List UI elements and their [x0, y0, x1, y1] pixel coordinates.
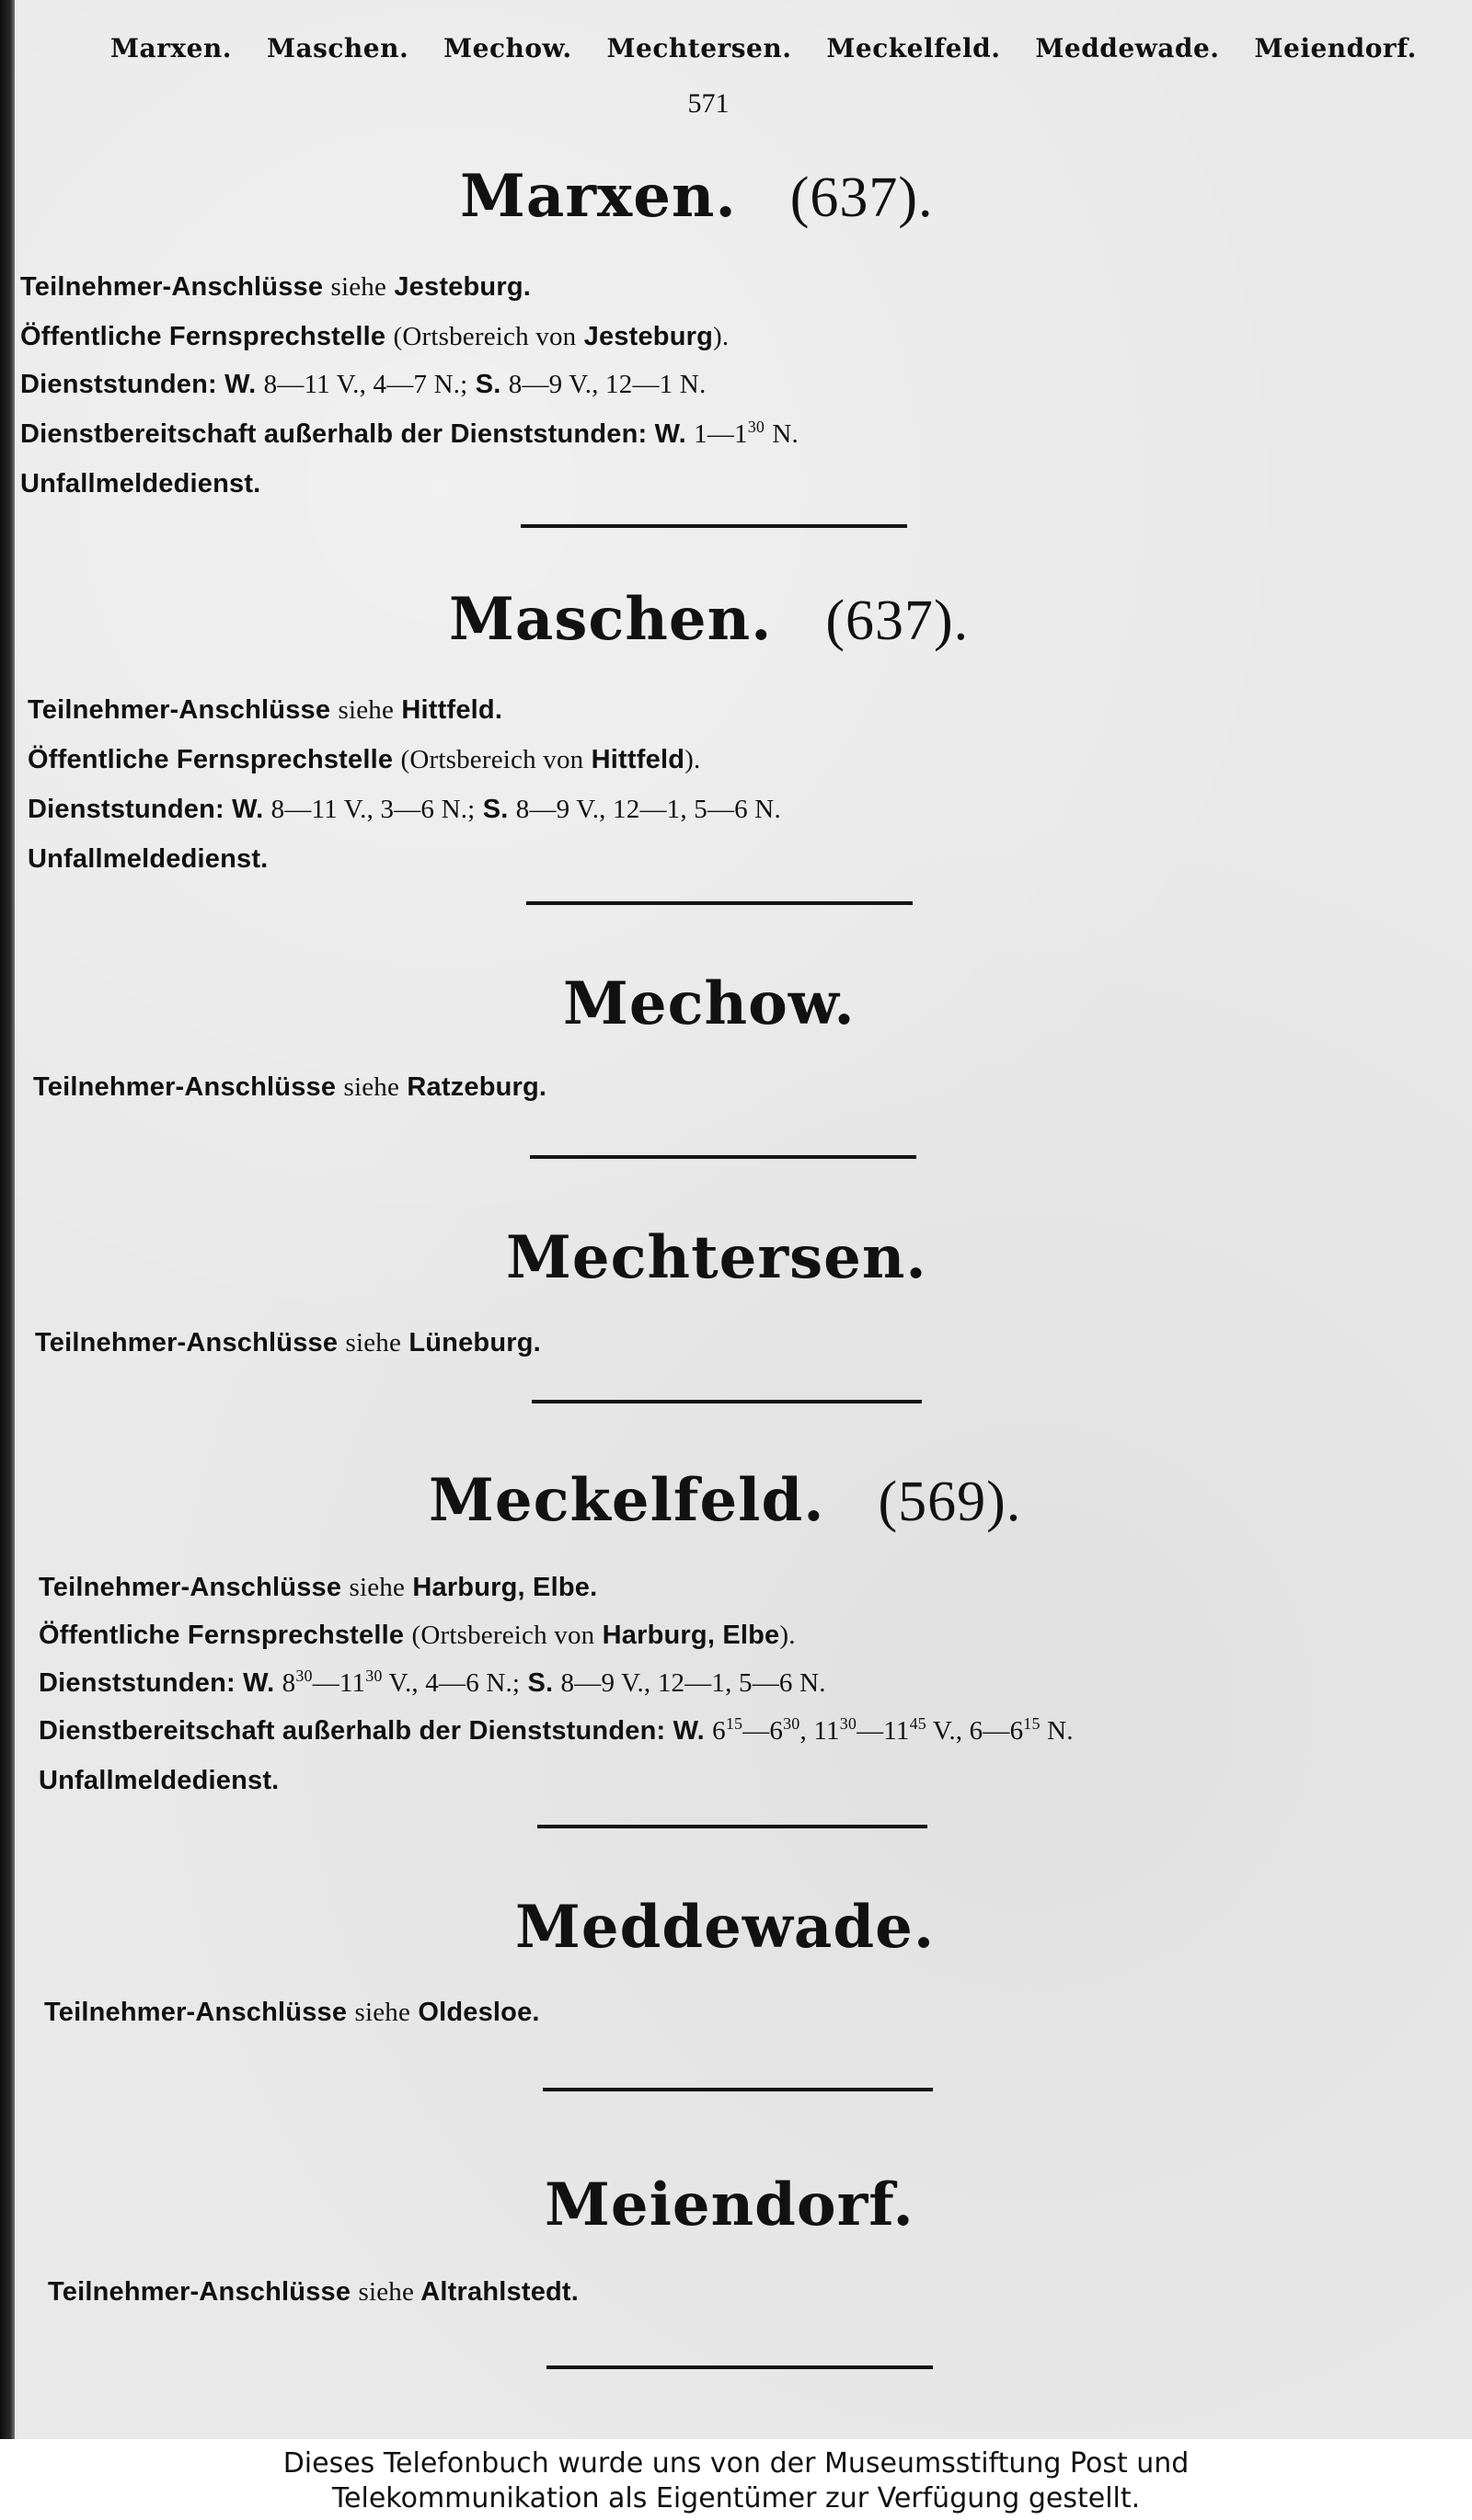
line-label: Öffentliche Fernsprechstelle	[28, 745, 394, 774]
place-name: Meddewade.	[515, 1893, 936, 1962]
weekday-marker: W.	[673, 1716, 705, 1746]
minutes-superscript: 15	[725, 1714, 743, 1734]
entry-heading-meckelfeld	[429, 1466, 1021, 1535]
place-name: Meiendorf.	[545, 2171, 914, 2239]
section-divider	[546, 2365, 933, 2369]
section-divider	[537, 1825, 927, 1828]
minutes-superscript: 30	[839, 1714, 857, 1734]
line-label: Teilnehmer-Anschlüsse	[35, 1328, 339, 1357]
entry-line	[28, 844, 268, 875]
entry-line	[20, 469, 260, 499]
line-connector: (Ortsbereich von	[411, 1621, 595, 1650]
entry-heading-maschen	[449, 585, 969, 654]
hours	[282, 1668, 521, 1698]
line-connector: siehe	[345, 1328, 402, 1357]
running-head-item: Meckelfeld.	[826, 33, 1001, 63]
footer-line-2: Telekommunikation als Eigentümer zur Verfügung gestellt.	[331, 2482, 1141, 2514]
line-reference: Oldesloe.	[418, 1998, 540, 2027]
line-label: Dienststunden:	[20, 370, 217, 399]
line-label: Dienstbereitschaft außerhalb der Dienststunden:	[20, 419, 648, 449]
weekday-marker: W.	[224, 370, 257, 399]
hours: 8—11 V., 3—6 N.;	[270, 795, 476, 824]
hours	[712, 1716, 1074, 1746]
page-spine-shadow	[0, 0, 15, 2439]
footer-caption	[0, 2439, 1472, 2520]
hours: 8—11 V., 4—7 N.;	[263, 370, 468, 399]
entry-line	[33, 1072, 546, 1103]
hours-part: 8	[282, 1668, 296, 1698]
line-connector: siehe	[338, 695, 395, 725]
entry-line	[20, 419, 799, 450]
running-head-item: Maschen.	[266, 33, 409, 63]
place-name: Meckelfeld.	[429, 1466, 825, 1535]
weekday-marker: W.	[243, 1668, 275, 1698]
entry-line	[39, 1668, 826, 1699]
line-connector: (Ortsbereich von	[393, 322, 577, 351]
entry-line	[20, 272, 531, 303]
entry-line	[20, 322, 729, 352]
running-head	[110, 33, 1417, 63]
line-label: Öffentliche Fernsprechstelle	[39, 1621, 405, 1650]
entry-line	[35, 1328, 541, 1358]
line-reference: Harburg, Elbe	[602, 1621, 780, 1650]
page-number: 571	[687, 88, 730, 119]
entry-line	[20, 370, 706, 400]
entry-line	[44, 1998, 540, 2028]
hours-part: , 11	[799, 1716, 840, 1746]
hours	[694, 419, 765, 449]
minutes-superscript: 30	[783, 1714, 800, 1734]
line-label: Dienststunden:	[28, 795, 224, 824]
entry-heading-meddewade	[515, 1893, 935, 1962]
section-divider	[530, 1155, 916, 1159]
hours: 8—9 V., 12—1 N.	[508, 370, 707, 399]
line-label: Öffentliche Fernsprechstelle	[20, 322, 386, 351]
entry-line	[39, 1716, 1074, 1747]
line-label: Teilnehmer-Anschlüsse	[28, 695, 331, 725]
running-head-item: Meiendorf.	[1254, 33, 1417, 63]
line-punctuation: ).	[779, 1621, 796, 1650]
hours-part: V., 6—6	[926, 1716, 1024, 1746]
line-reference: Jesteburg.	[394, 272, 532, 302]
hours-part: —6	[742, 1716, 784, 1746]
running-head-item: Marxen.	[110, 33, 233, 63]
place-name: Maschen.	[449, 585, 773, 654]
hours-part: —11	[312, 1668, 366, 1698]
sunday-marker: S.	[475, 370, 501, 399]
entry-line	[39, 1573, 597, 1603]
line-label: Teilnehmer-Anschlüsse	[48, 2277, 351, 2307]
line-label: Dienstbereitschaft außerhalb der Dienststunden:	[39, 1716, 666, 1746]
entry-line	[28, 695, 502, 726]
entry-line	[28, 745, 700, 775]
hours-suffix: N.	[772, 419, 799, 449]
entry-heading-mechtersen	[506, 1223, 927, 1292]
area-code: (569).	[878, 1471, 1022, 1533]
line-label: Teilnehmer-Anschlüsse	[33, 1072, 337, 1102]
entry-heading-marxen	[460, 162, 934, 231]
hours-part: 1—1	[694, 419, 748, 449]
line-label: Teilnehmer-Anschlüsse	[39, 1573, 342, 1602]
line-label: Dienststunden:	[39, 1668, 236, 1698]
place-name: Mechtersen.	[506, 1223, 927, 1292]
running-head-item: Mechow.	[443, 33, 572, 63]
line-label: Unfallmeldedienst.	[39, 1766, 280, 1795]
section-divider	[521, 524, 907, 528]
minutes-superscript: 15	[1023, 1714, 1041, 1734]
line-connector: (Ortsbereich von	[400, 745, 584, 774]
hours-part: —11	[857, 1716, 910, 1746]
line-label: Unfallmeldedienst.	[28, 844, 269, 874]
hours-part: N.	[1040, 1716, 1074, 1746]
line-connector: siehe	[330, 272, 387, 302]
line-label: Teilnehmer-Anschlüsse	[44, 1998, 348, 2027]
section-divider	[526, 901, 913, 905]
line-reference: Hittfeld	[591, 745, 685, 774]
line-reference: Altrahlstedt.	[420, 2277, 580, 2307]
line-punctuation: ).	[713, 322, 730, 351]
area-code: (637).	[789, 166, 934, 229]
running-head-item: Meddewade.	[1035, 33, 1220, 63]
line-reference: Hittfeld.	[401, 695, 503, 725]
line-reference: Lüneburg.	[408, 1328, 541, 1357]
line-connector: siehe	[349, 1573, 406, 1602]
footer-line-1: Dieses Telefonbuch wurde uns von der Museumsstiftung Post und	[282, 2447, 1190, 2480]
line-reference: Ratzeburg.	[407, 1072, 547, 1102]
sunday-marker: S.	[482, 795, 509, 824]
line-connector: siehe	[358, 2277, 415, 2307]
line-reference: Harburg, Elbe.	[412, 1573, 598, 1602]
minutes-superscript: 30	[365, 1667, 383, 1686]
section-divider	[532, 1400, 922, 1403]
minutes-superscript: 30	[747, 418, 765, 437]
entry-line	[39, 1766, 279, 1796]
line-connector: siehe	[343, 1072, 400, 1102]
hours-part: 6	[712, 1716, 726, 1746]
hours: 8—9 V., 12—1, 5—6 N.	[515, 795, 781, 824]
hours: 8—9 V., 12—1, 5—6 N.	[560, 1668, 826, 1698]
line-punctuation: ).	[684, 745, 701, 774]
line-connector: siehe	[354, 1998, 411, 2027]
line-label: Unfallmeldedienst.	[20, 469, 261, 498]
area-code: (637).	[825, 590, 970, 652]
running-head-item: Mechtersen.	[606, 33, 792, 63]
sunday-marker: S.	[527, 1668, 554, 1698]
line-reference: Jesteburg	[583, 322, 714, 351]
weekday-marker: W.	[232, 795, 264, 824]
minutes-superscript: 30	[295, 1667, 313, 1686]
entry-line	[28, 795, 781, 825]
entry-heading-meiendorf	[545, 2171, 914, 2239]
weekday-marker: W.	[654, 419, 686, 449]
place-name: Mechow.	[563, 969, 856, 1038]
minutes-superscript: 45	[909, 1714, 926, 1734]
entry-line	[39, 1621, 796, 1651]
entry-heading-mechow	[563, 969, 856, 1038]
place-name: Marxen.	[460, 162, 737, 231]
hours-part: V., 4—6 N.;	[382, 1668, 521, 1698]
section-divider	[543, 2088, 933, 2091]
line-label: Teilnehmer-Anschlüsse	[20, 272, 324, 302]
entry-line	[48, 2277, 579, 2308]
